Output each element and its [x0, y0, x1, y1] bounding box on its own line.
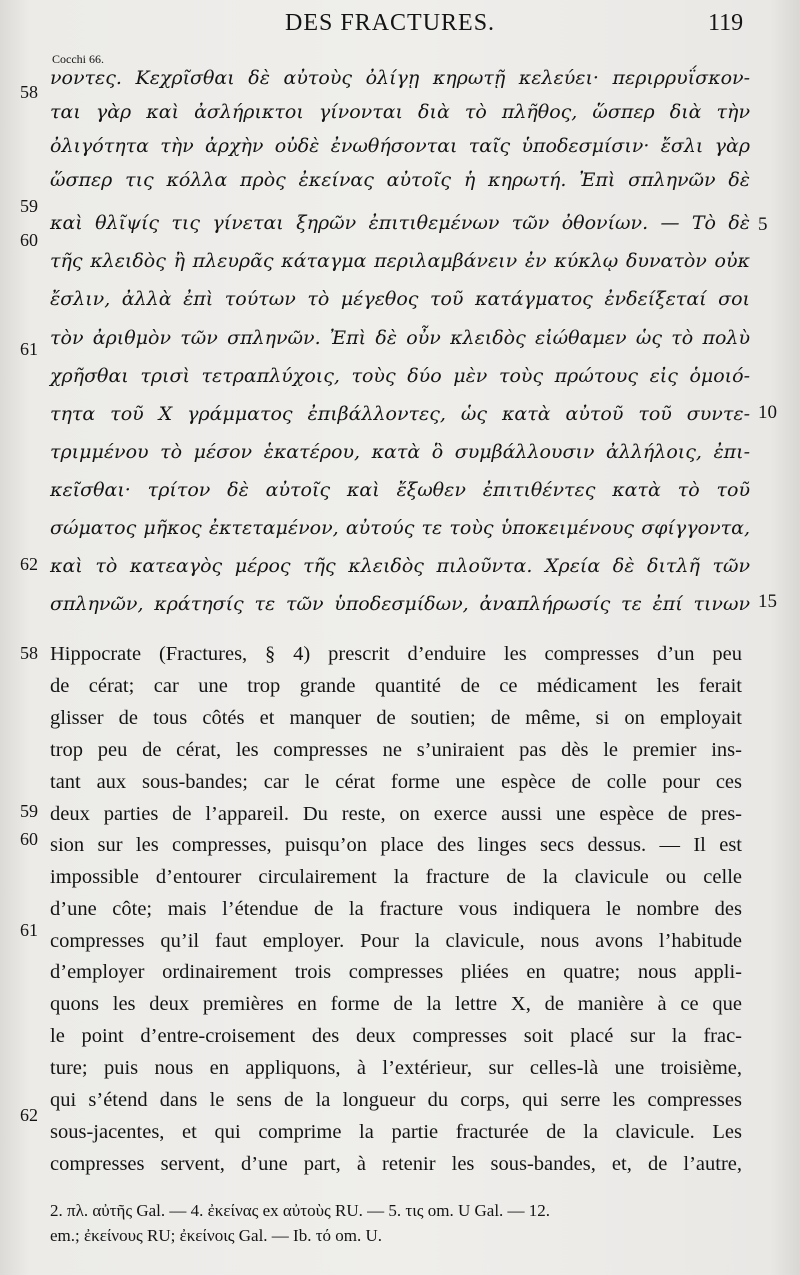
french-line: sous-jacentes, et qui comprime la partie fracturée de la clavicule. Les: [50, 1121, 742, 1143]
french-line: de cérat; car une trop grande quantité de ce médicament les ferait: [50, 675, 742, 697]
footnote-line: em.; ἐκείνους RU; ἐκείνοις Gal. — Ib. τό om. U.: [50, 1226, 383, 1245]
french-line: tant aux sous-bandes; car le cérat forme une espèce de colle pour ces: [50, 771, 742, 793]
cocchi-reference: Cocchi 66.: [52, 52, 104, 66]
greek-line: τητα τοῦ Χ γράμματος ἐπιβάλλοντες, ὡς κατὰ αὐτοῦ τοῦ συντε-: [50, 403, 750, 425]
french-line: glisser de tous côtés et manquer de soutien; de même, si on employait: [50, 707, 742, 729]
greek-margin-number: 59: [20, 196, 38, 216]
french-line: qui s’étend dans le sens de la longueur du corps, qui serre les compresses: [50, 1089, 742, 1111]
french-line: compresses servent, d’une part, à retenir les sous-bandes, et, de l’autre,: [50, 1153, 742, 1175]
footnote-line: 2. πλ. αὐτῆς Gal. — 4. ἐκείνας ex αὐτοὺς RU. — 5. τις om. U Gal. — 12.: [50, 1201, 551, 1220]
greek-line-number: 5: [758, 214, 768, 235]
french-line: impossible d’entourer circulairement la fracture de la clavicule ou celle: [50, 866, 742, 888]
french-margin-number: 58: [20, 643, 38, 663]
greek-line: ἔσλιν, ἀλλὰ ἐπὶ τούτων τὸ μέγεθος τοῦ κατάγματος ἐνδείξεταί σοι: [50, 288, 750, 310]
greek-line: ὀλιγότητα τὴν ἀρχὴν οὐδὲ ἐνωθήσονται ταῖς ὑποδεσμίσιν· ἔσλι γὰρ: [50, 135, 750, 157]
greek-line: χρῆσθαι τρισὶ τετραπλύχοις, τοὺς δύο μὲν τοὺς πρώτους εἰς ὁμοιό-: [50, 365, 750, 387]
greek-line: σώματος μῆκος ἐκτεταμένον, αὐτούς τε τοὺς ὑποκειμένους σφίγγοντα,: [50, 517, 750, 539]
greek-line: τριμμένου τὸ μέσον ἑκατέρου, κατὰ ὃ συμβάλλουσιν ἀλλήλοις, ἐπι-: [50, 441, 750, 463]
greek-line: ται γὰρ καὶ ἀσλήρικτοι γίνονται διὰ τὸ πλῆθος, ὥσπερ διὰ τὴν: [50, 101, 750, 123]
greek-margin-number: 62: [20, 554, 38, 574]
greek-line: τὸν ἀριθμὸν τῶν σπληνῶν. Ἐπὶ δὲ οὖν κλειδὸς εἰώθαμεν ὡς τὸ πολὺ: [50, 327, 750, 349]
greek-line: τῆς κλειδὸς ἢ πλευρᾶς κάταγμα περιλαμβάνειν ἐν κύκλῳ δυνατὸν οὐκ: [50, 250, 750, 272]
greek-line: καὶ τὸ κατεαγὸς μέρος τῆς κλειδὸς πιλοῦντα. Χρεία δὲ διτλῆ τῶν: [50, 555, 750, 577]
greek-line: νοντες. Κεχρῖσθαι δὲ αὐτοὺς ὀλίγῃ κηρωτῇ κελεύει· περιρρυΐσκον-: [50, 67, 750, 89]
running-title: DES FRACTURES.: [285, 10, 496, 36]
french-line: trop peu de cérat, les compresses ne s’uniraient pas dès le premier ins-: [50, 739, 742, 761]
french-line: quons les deux premières en forme de la lettre X, de manière à ce que: [50, 993, 742, 1015]
french-line: sion sur les compresses, puisqu’on place des linges secs dessus. — Il est: [50, 834, 742, 856]
greek-margin-number: 61: [20, 339, 38, 359]
french-line: le point d’entre-croisement des deux compresses soit placé sur la frac-: [50, 1025, 742, 1047]
french-margin-number: 62: [20, 1105, 38, 1125]
greek-line-number: 10: [758, 402, 777, 423]
greek-margin-number: 58: [20, 82, 38, 102]
french-line: compresses qu’il faut employer. Pour la clavicule, nous avons l’habitude: [50, 930, 742, 952]
running-head: [0, 10, 800, 40]
french-line: deux parties de l’appareil. Du reste, on exerce aussi une espèce de pres-: [50, 803, 742, 825]
greek-line: κεῖσθαι· τρίτον δὲ αὐτοῖς καὶ ἔξωθεν ἐπιτιθέντες κατὰ τὸ τοῦ: [50, 479, 750, 501]
greek-line: σπληνῶν, κράτησίς τε τῶν ὑποδεσμίδων, ἀναπλήρωσίς τε ἐπί τινων: [50, 593, 750, 615]
greek-line: ὥσπερ τις κόλλα πρὸς ἐκείνας αὐτοῖς ἡ κηρωτή. Ἐπὶ σπληνῶν δὲ: [50, 169, 750, 191]
french-margin-number: 61: [20, 920, 38, 940]
greek-line: καὶ θλῖψίς τις γίνεται ξηρῶν ἐπιτιθεμένων τῶν ὀθονίων. — Τὸ δὲ: [50, 212, 750, 234]
greek-line-number: 15: [758, 591, 777, 612]
french-margin-number: 59: [20, 801, 38, 821]
french-line: d’employer ordinairement trois compresses pliées en quatre; nous appli-: [50, 961, 742, 983]
french-line: Hippocrate (Fractures, § 4) prescrit d’enduire les compresses d’un peu: [50, 643, 742, 665]
french-line: ture; puis nous en appliquons, à l’extérieur, sur celles-là une troisième,: [50, 1057, 742, 1079]
french-line: d’une côte; mais l’étendue de la fracture vous indiquera le nombre des: [50, 898, 742, 920]
page-number: 119: [708, 10, 744, 36]
french-margin-number: 60: [20, 829, 38, 849]
greek-margin-number: 60: [20, 230, 38, 250]
